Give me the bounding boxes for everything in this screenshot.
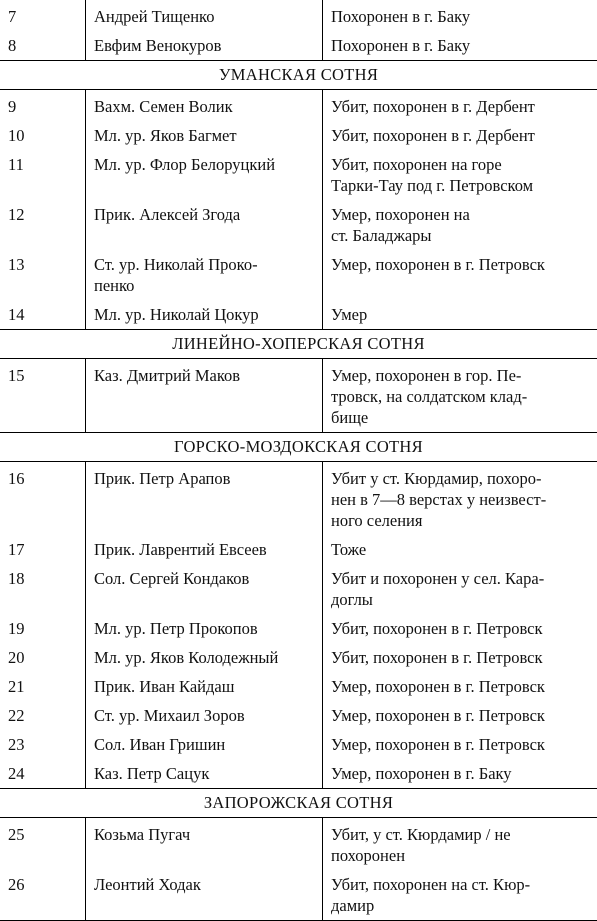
burial-note — [322, 196, 597, 246]
burial-note — [322, 146, 597, 196]
row-number-line: 22 — [8, 706, 25, 725]
burial-note-line: ного селения — [331, 511, 423, 530]
row-number-line: 24 — [8, 764, 25, 783]
burial-note — [322, 668, 597, 697]
row-number — [0, 296, 85, 329]
burial-note — [322, 818, 597, 866]
burial-note-line: Похоронен в г. Баку — [331, 7, 471, 26]
person-name-line: Евфим Венокуров — [94, 36, 222, 55]
person-name — [85, 296, 322, 329]
row-number — [0, 531, 85, 560]
burial-note-line: Умер, похоронен в г. Петровск — [331, 735, 545, 754]
row-number-line: 23 — [8, 735, 25, 754]
burial-note-line: Убит у ст. Кюрдамир, похоро- — [331, 469, 542, 488]
person-name — [85, 610, 322, 639]
burial-note-line: Тарки-Тау под г. Петровском — [331, 176, 534, 195]
person-name-line: Прик. Иван Кайдаш — [94, 677, 235, 696]
person-name — [85, 0, 322, 27]
row-number-line: 14 — [8, 305, 25, 324]
row-number — [0, 755, 85, 788]
person-name — [85, 639, 322, 668]
person-name — [85, 560, 322, 610]
burial-note — [322, 726, 597, 755]
burial-note-line: Убит, похоронен на ст. Кюр- — [331, 875, 531, 894]
table-row — [0, 27, 597, 60]
row-number — [0, 639, 85, 668]
table-row — [0, 531, 597, 560]
person-name — [85, 117, 322, 146]
person-name-line: Ст. ур. Михаил Зоров — [94, 706, 245, 725]
row-number — [0, 196, 85, 246]
burial-note — [322, 246, 597, 296]
person-name-line: Мл. ур. Петр Прокопов — [94, 619, 258, 638]
burial-note — [322, 531, 597, 560]
row-number — [0, 246, 85, 296]
burial-note-line: тровск, на солдатском клад- — [331, 387, 528, 406]
row-number-line: 10 — [8, 126, 25, 145]
burial-note-line: Тоже — [331, 540, 367, 559]
table-row — [0, 639, 597, 668]
table-row — [0, 358, 597, 432]
burial-note — [322, 0, 597, 27]
row-number-line: 17 — [8, 540, 25, 559]
section-header: ЗАПОРОЖСКАЯ СОТНЯ — [0, 788, 597, 817]
table-row — [0, 668, 597, 697]
burial-note — [322, 90, 597, 117]
person-name — [85, 359, 322, 432]
person-name-line: Сол. Сергей Кондаков — [94, 569, 250, 588]
row-number — [0, 146, 85, 196]
burial-note — [322, 610, 597, 639]
row-number — [0, 610, 85, 639]
table-row — [0, 196, 597, 246]
table-row — [0, 817, 597, 866]
table-row — [0, 461, 597, 531]
person-name-line: Прик. Лаврентий Евсеев — [94, 540, 267, 559]
row-number-line: 16 — [8, 469, 25, 488]
burial-note-line: бище — [331, 408, 369, 427]
burial-note-line: Умер, похоронен на — [331, 205, 470, 224]
row-number-line: 18 — [8, 569, 25, 588]
burial-note — [322, 359, 597, 432]
row-number — [0, 0, 85, 27]
person-name — [85, 531, 322, 560]
section-header: ЛИНЕЙНО-ХОПЕРСКАЯ СОТНЯ — [0, 329, 597, 358]
row-number-line: 26 — [8, 875, 25, 894]
burial-note-line: Умер, похоронен в г. Баку — [331, 764, 512, 783]
burial-note-line: Убит и похоронен у сел. Кара- — [331, 569, 545, 588]
person-name-line: Каз. Дмитрий Маков — [94, 366, 241, 385]
row-number — [0, 462, 85, 531]
person-name-line: Мл. ур. Флор Белоруцкий — [94, 155, 276, 174]
row-number-line: 7 — [8, 7, 17, 26]
row-number — [0, 560, 85, 610]
person-name — [85, 196, 322, 246]
section-header: ГОРСКО-МОЗДОКСКАЯ СОТНЯ — [0, 432, 597, 461]
burial-note-line: Убит, у ст. Кюрдамир / не — [331, 825, 511, 844]
person-name-line: Мл. ур. Яков Багмет — [94, 126, 237, 145]
burial-note-line: Убит, похоронен в г. Петровск — [331, 619, 543, 638]
person-name-line: Каз. Петр Сацук — [94, 764, 210, 783]
person-name-line: Прик. Алексей Згода — [94, 205, 241, 224]
row-number-line: 25 — [8, 825, 25, 844]
row-number-line: 12 — [8, 205, 25, 224]
row-number-line: 11 — [8, 155, 24, 174]
burial-note — [322, 560, 597, 610]
person-name-line: Ст. ур. Николай Проко- — [94, 255, 258, 274]
person-name-line: Вахм. Семен Волик — [94, 97, 233, 116]
section-header: УМАНСКАЯ СОТНЯ — [0, 60, 597, 89]
table-row — [0, 610, 597, 639]
table-row — [0, 246, 597, 296]
burial-note — [322, 697, 597, 726]
burial-note-line: дамир — [331, 896, 375, 915]
burial-note — [322, 462, 597, 531]
burial-note — [322, 296, 597, 329]
row-number — [0, 726, 85, 755]
row-number — [0, 697, 85, 726]
burial-note-line: похоронен — [331, 846, 406, 865]
burial-note-line: Убит, похоронен в г. Петровск — [331, 648, 543, 667]
burial-note-line: нен в 7—8 верстах у неизвест- — [331, 490, 547, 509]
burial-note — [322, 27, 597, 60]
burial-note-line: Умер, похоронен в гор. Пе- — [331, 366, 522, 385]
person-name-line: пенко — [94, 276, 135, 295]
table-row — [0, 560, 597, 610]
table-row — [0, 146, 597, 196]
burial-note-line: доглы — [331, 590, 373, 609]
table-row — [0, 697, 597, 726]
person-name — [85, 246, 322, 296]
burial-note — [322, 117, 597, 146]
row-number-line: 21 — [8, 677, 25, 696]
row-number-line: 20 — [8, 648, 25, 667]
table-row — [0, 89, 597, 117]
table-row — [0, 755, 597, 788]
person-name — [85, 462, 322, 531]
burial-note — [322, 755, 597, 788]
person-name-line: Андрей Тищенко — [94, 7, 215, 26]
row-number-line: 15 — [8, 366, 25, 385]
table-row — [0, 296, 597, 329]
burial-note-line: Похоронен в г. Баку — [331, 36, 471, 55]
burial-note-line: Умер, похоронен в г. Петровск — [331, 677, 545, 696]
table-row — [0, 726, 597, 755]
person-name-line: Сол. Иван Гришин — [94, 735, 226, 754]
burial-note-line: Убит, похоронен в г. Дербент — [331, 97, 535, 116]
row-number — [0, 668, 85, 697]
person-name — [85, 726, 322, 755]
table-row — [0, 0, 597, 27]
burial-note-line: Убит, похоронен в г. Дербент — [331, 126, 535, 145]
row-number-line: 13 — [8, 255, 25, 274]
row-number-line: 9 — [8, 97, 17, 116]
person-name — [85, 755, 322, 788]
person-name-line: Козьма Пугач — [94, 825, 191, 844]
person-name — [85, 668, 322, 697]
row-number — [0, 818, 85, 866]
person-name — [85, 27, 322, 60]
person-name-line: Мл. ур. Николай Цокур — [94, 305, 259, 324]
row-number-line: 19 — [8, 619, 25, 638]
person-name-line: Леонтий Ходак — [94, 875, 201, 894]
burial-note-line: Умер, похоронен в г. Петровск — [331, 255, 545, 274]
burial-note-line: Умер, похоронен в г. Петровск — [331, 706, 545, 725]
burial-note-line: Убит, похоронен на горе — [331, 155, 502, 174]
row-number — [0, 359, 85, 432]
person-name-line: Мл. ур. Яков Колодежный — [94, 648, 279, 667]
row-number — [0, 117, 85, 146]
person-name — [85, 818, 322, 866]
row-number — [0, 90, 85, 117]
table-row — [0, 117, 597, 146]
person-name — [85, 90, 322, 117]
row-number — [0, 27, 85, 60]
person-name-line: Прик. Петр Арапов — [94, 469, 231, 488]
person-name — [85, 697, 322, 726]
burial-note-line: ст. Баладжары — [331, 226, 432, 245]
person-name — [85, 146, 322, 196]
row-number-line: 8 — [8, 36, 17, 55]
burial-note-line: Умер — [331, 305, 368, 324]
burial-note — [322, 639, 597, 668]
